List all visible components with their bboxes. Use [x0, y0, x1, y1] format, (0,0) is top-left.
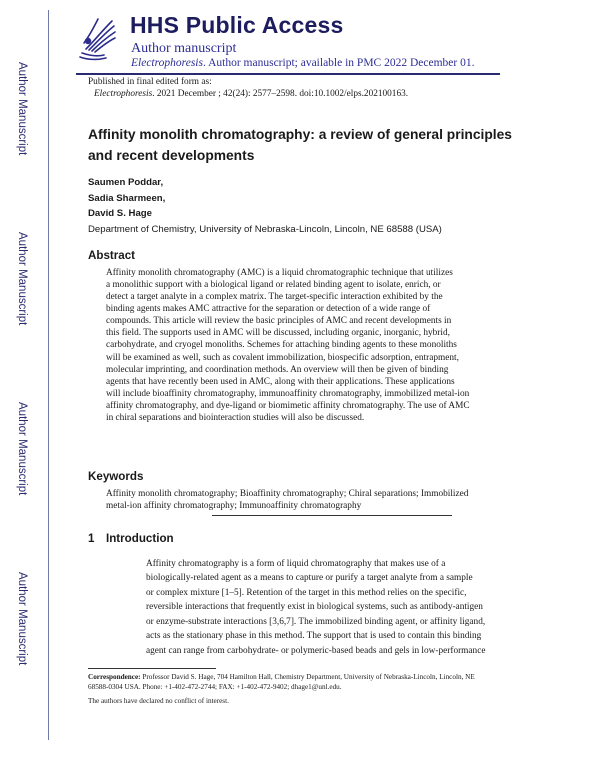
author-name: David S. Hage — [88, 208, 152, 219]
header-divider — [76, 73, 500, 75]
article-title: Affinity monolith chromatography: a review of general principles and recent developments — [88, 127, 512, 163]
correspondence-footnote — [88, 673, 528, 692]
citation-line — [94, 89, 408, 99]
author-manuscript-subtitle: Author manuscript — [131, 41, 237, 56]
availability-line — [131, 57, 474, 69]
correspondence-contact: 68588-0304 USA. Phone: +1-402-472-2744; FAX: +1-402-472-9402; dhage1@unl.edu. — [88, 682, 342, 691]
citation-journal: Electrophoresis — [94, 89, 153, 99]
introduction-body: Affinity chromatography is a form of liquid chromatography that makes use of a biologically-related agent as a means to capture or purify a target analyte from a sample or complex mixture [1–5]. Retention of the target in this method relies on the specific, reversible interactions that frequently exist in biological systems, such as antibody-antigen or enzyme-substrate interactions [3,6,7]. The immobilized binding agent, or affinity ligand, acts as the stationary phase in this method. The support that is used to contain this binding agent can range from carbohydrate- or polymeric-based beads and gels in low-performance — [146, 559, 486, 656]
keywords-list: Affinity monolith chromatography; Bioaffinity chromatography; Chiral separations; Immobilized metal-ion affinity chromatography; Immunoaffinity chromatography — [106, 489, 469, 511]
margin-label: Author Manuscript — [16, 572, 28, 666]
correspondence-text: Professor David S. Hage, 704 Hamilton Hall, Chemistry Department, University of Nebraska-Lincoln, Lincoln, NE — [140, 673, 475, 681]
margin-label: Author Manuscript — [16, 402, 28, 496]
footnote-divider — [88, 668, 216, 669]
section-number: 1 — [88, 532, 95, 545]
journal-name: Electrophoresis — [131, 57, 203, 69]
abstract-heading: Abstract — [88, 249, 136, 262]
citation-details: . 2021 December ; 42(24): 2577–2598. doi:10.1002/elps.202100163. — [152, 89, 409, 99]
affiliation: Department of Chemistry, University of Nebraska-Lincoln, Lincoln, NE 68588 (USA) — [88, 224, 442, 235]
author-name: Saumen Poddar, — [88, 177, 164, 188]
author-name: Sadia Sharmeen, — [88, 193, 166, 204]
hhs-eagle-logo-icon — [76, 13, 120, 61]
introduction-heading — [88, 532, 174, 545]
keywords-heading: Keywords — [88, 470, 144, 483]
margin-label: Author Manuscript — [16, 62, 28, 156]
conflict-statement: The authors have declared no conflict of interest. — [88, 697, 229, 705]
published-note: Published in final edited form as: — [88, 77, 212, 87]
correspondence-label: Correspondence: — [88, 673, 141, 681]
keywords-divider — [212, 515, 452, 516]
hhs-public-access-title: HHS Public Access — [130, 12, 344, 38]
margin-divider — [48, 10, 49, 740]
abstract-body: Affinity monolith chromatography (AMC) is a liquid chromatographic technique that utilizes a monolithic support with a biological ligand or related binding agent to isolate, enrich, or detect a target analyte in a complex matrix. The target-specific interaction exhibited by the binding agents makes AMC attractive for the separation or detection of a wide range of compounds. This article will review the basic principles of AMC and recent developments in this field. The supports used in AMC will be discussed, including organic, inorganic, hybrid, carbohydrate, and cryogel monoliths. Schemes for attaching binding agents to these monoliths will be examined as well, such as covalent immobilization, biospecific adsorption, entrapment, molecular imprinting, and coordination methods. An overview will then be given of binding agents that have recently been used in AMC, along with their applications. These applications will include bioaffinity chromatography, immunoaffinity chromatography, immobilized metal-ion affinity chromatography, and dye-ligand or biomimetic affinity chromatography. The use of AMC in chiral separations and biointeraction studies will also be discussed. — [106, 268, 470, 423]
author-manuscript-margin — [0, 0, 48, 776]
availability-text: . Author manuscript; available in PMC 2022 December 01. — [202, 57, 475, 69]
section-title: Introduction — [106, 532, 174, 545]
margin-label: Author Manuscript — [16, 232, 28, 326]
